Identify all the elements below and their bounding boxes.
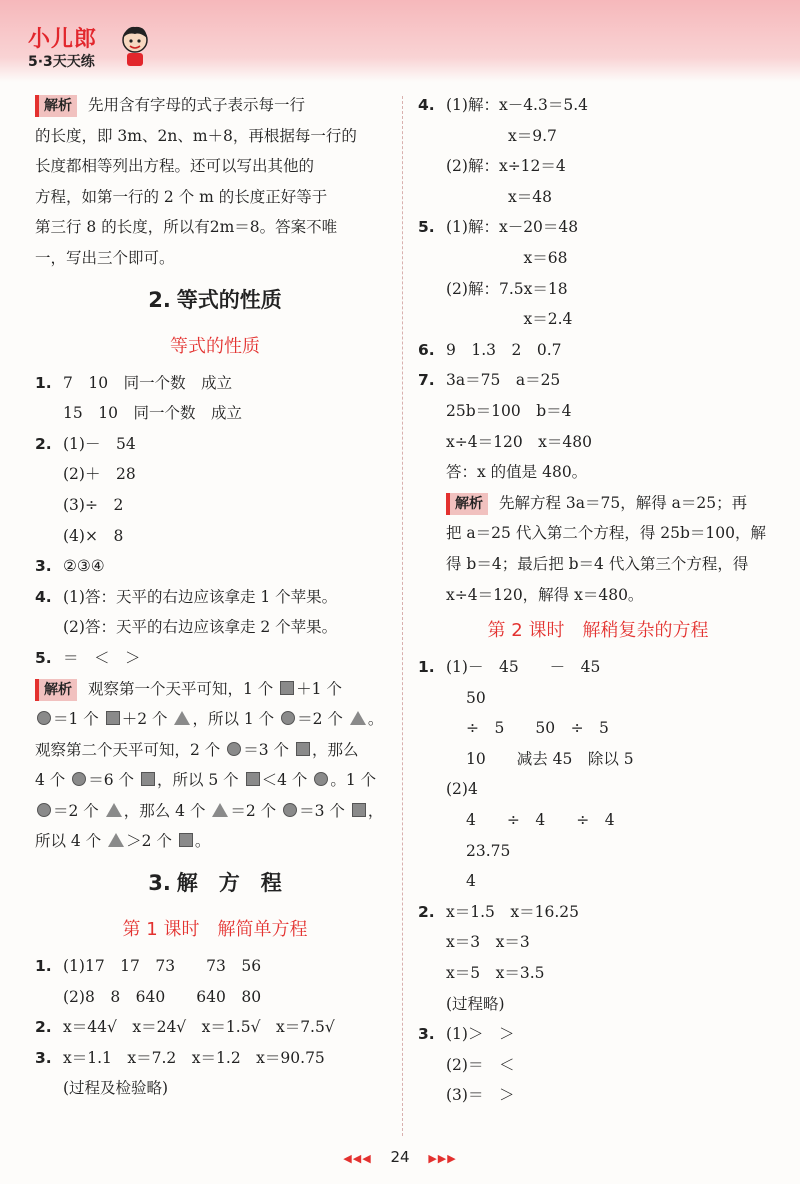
answer-line: 1. 7 10 同一个数 成立 <box>35 373 233 392</box>
lesson-title: 第 2 课时 解稍复杂的方程 <box>487 620 709 642</box>
triangle-icon <box>350 711 366 725</box>
answer-line: 5. (1)解：x－20＝48 <box>418 218 579 237</box>
analysis-line: 解析 先解方程 3a＝75，解得 a＝25；再 <box>418 488 778 519</box>
section-title: 3. 解 方 程 <box>148 871 282 896</box>
answer-line: 3. (1)＞ ＞ <box>418 1025 515 1044</box>
answer-line: (3)＝ ＞ <box>446 1086 515 1105</box>
circle-icon <box>72 772 86 786</box>
answer-line: 10 减去 45 除以 5 <box>466 749 634 768</box>
answer-line: (2)8 8 640 640 80 <box>63 987 262 1006</box>
answer-line: x＝5 x＝3.5 <box>446 964 545 983</box>
answer-line: x＝2.4 <box>446 310 573 329</box>
square-icon <box>179 833 193 847</box>
answer-line: (2)答：天平的右边应该拿走 2 个苹果。 <box>63 618 338 637</box>
page-footer <box>0 1148 800 1166</box>
answer-line: 2. (1)－ 54 <box>35 434 136 453</box>
answer-line: 3. ②③④ <box>35 557 105 576</box>
section-title: 2. 等式的性质 <box>148 287 282 312</box>
square-icon <box>106 711 120 725</box>
answer-line: 23.75 <box>466 841 511 860</box>
page-number: 24 <box>390 1148 410 1166</box>
answer-line: 4. (1)解：x－4.3＝5.4 <box>418 96 588 114</box>
answer-line: (3)÷ 2 <box>63 495 124 514</box>
analysis-tag: 解析 <box>446 493 488 515</box>
triangle-icon <box>174 711 190 725</box>
answer-line: 1. (1)－ 45 － 45 <box>418 658 601 677</box>
answer-line: (2)＝ ＜ <box>446 1055 515 1074</box>
analysis-line: 解析 先用含有字母的式子表示每一行 <box>35 90 395 121</box>
square-icon <box>296 742 310 756</box>
subsection-title: 等式的性质 <box>170 335 260 357</box>
answer-line: 2. x＝44√ x＝24√ x＝1.5√ x＝7.5√ <box>35 1018 335 1037</box>
analysis-line: 观察第二个天平可知，2 个 ＝3 个 ，那么 <box>35 740 359 759</box>
brand-name: 小儿郎 <box>28 27 98 52</box>
answer-line: 5. ＝ ＜ ＞ <box>35 648 141 667</box>
analysis-line: ＝1 个 ＋2 个 ，所以 1 个 ＝2 个 。 <box>35 704 395 735</box>
answer-line: 15 10 同一个数 成立 <box>63 404 242 423</box>
answer-line: 4 ÷ 4 ÷ 4 <box>466 811 615 830</box>
square-icon <box>246 772 260 786</box>
analysis-line: 所以 4 个 ＞2 个 。 <box>35 832 211 851</box>
series-name: 5·3天天练 <box>28 54 95 70</box>
circle-icon <box>37 803 51 817</box>
page-header <box>0 0 800 82</box>
circle-icon <box>314 772 328 786</box>
analysis-tag: 解析 <box>35 679 77 701</box>
answer-line: x＝3 x＝3 <box>446 933 530 952</box>
analysis-line: 解析 观察第一个天平可知，1 个 ＋1 个 <box>35 674 395 705</box>
answer-line: x＝48 <box>446 187 552 206</box>
answer-line: (2)解：7.5x＝18 <box>446 279 568 298</box>
analysis-tag: 解析 <box>35 95 77 117</box>
answer-line: 6. 9 1.3 2 0.7 <box>418 340 562 359</box>
answer-line: 50 <box>466 688 486 707</box>
answer-line: 4. (1)答：天平的右边应该拿走 1 个苹果。 <box>35 587 338 606</box>
answer-line: (过程略) <box>446 994 505 1013</box>
analysis-line: x÷4＝120，解得 x＝480。 <box>446 585 644 604</box>
answer-line: 7. 3a＝75 a＝25 <box>418 371 561 390</box>
square-icon <box>141 772 155 786</box>
answer-line: 1. (1)17 17 73 73 56 <box>35 957 262 976</box>
answer-line: 25b＝100 b＝4 <box>446 401 572 420</box>
analysis-line: 把 a＝25 代入第二个方程，得 25b＝100，解 <box>446 524 766 543</box>
column-divider <box>402 96 403 1136</box>
square-icon <box>352 803 366 817</box>
answer-line: (2)4 <box>446 780 478 799</box>
analysis-line: ＝2 个 ，那么 4 个 ＝2 个 ＝3 个 ， <box>35 796 395 827</box>
answer-line: 4 <box>466 872 476 891</box>
answer-line: (2)＋ 28 <box>63 465 136 484</box>
triangle-icon <box>106 803 122 817</box>
analysis-line: 4 个 ＝6 个 ，所以 5 个 ＜4 个 。1 个 <box>35 771 377 790</box>
answer-line: (过程及检验略) <box>63 1079 169 1098</box>
answer-line: x＝9.7 <box>446 126 557 145</box>
answer-line: ÷ 5 50 ÷ 5 <box>466 719 609 738</box>
circle-icon <box>283 803 297 817</box>
answer-line: 3. x＝1.1 x＝7.2 x＝1.2 x＝90.75 <box>35 1048 325 1067</box>
square-icon <box>280 681 294 695</box>
answer-line: x＝68 <box>446 248 568 267</box>
answer-line: 答：x 的值是 480。 <box>446 463 588 482</box>
answer-line: (2)解：x÷12＝4 <box>446 157 566 176</box>
lesson-title: 第 1 课时 解简单方程 <box>122 919 308 941</box>
right-column <box>418 90 778 1111</box>
analysis-line: 得 b＝4；最后把 b＝4 代入第三个方程，得 <box>446 554 749 573</box>
answer-line: 2. x＝1.5 x＝16.25 <box>418 902 580 921</box>
left-column <box>35 90 395 1104</box>
circle-icon <box>37 711 51 725</box>
analysis-line: 长度都相等列出方程。还可以写出其他的 <box>35 157 315 176</box>
analysis-line: 第三行 8 的长度，所以有2m＝8。答案不唯 <box>35 218 338 237</box>
triangle-icon <box>212 803 228 817</box>
circle-icon <box>227 742 241 756</box>
analysis-line: 的长度，即 3m、2n、m＋8，再根据每一行的 <box>35 126 357 145</box>
mascot-icon <box>118 24 152 68</box>
analysis-line: 一，写出三个即可。 <box>35 248 175 267</box>
next-arrows-icon: ▶▶▶ <box>428 1152 457 1165</box>
brand-logo <box>28 22 97 71</box>
prev-arrows-icon: ◀◀◀ <box>343 1152 372 1165</box>
triangle-icon <box>108 833 124 847</box>
answer-line: x÷4＝120 x＝480 <box>446 432 593 451</box>
circle-icon <box>281 711 295 725</box>
answer-line: (4)× 8 <box>63 526 124 545</box>
analysis-line: 方程，如第一行的 2 个 m 的长度正好等于 <box>35 187 328 206</box>
